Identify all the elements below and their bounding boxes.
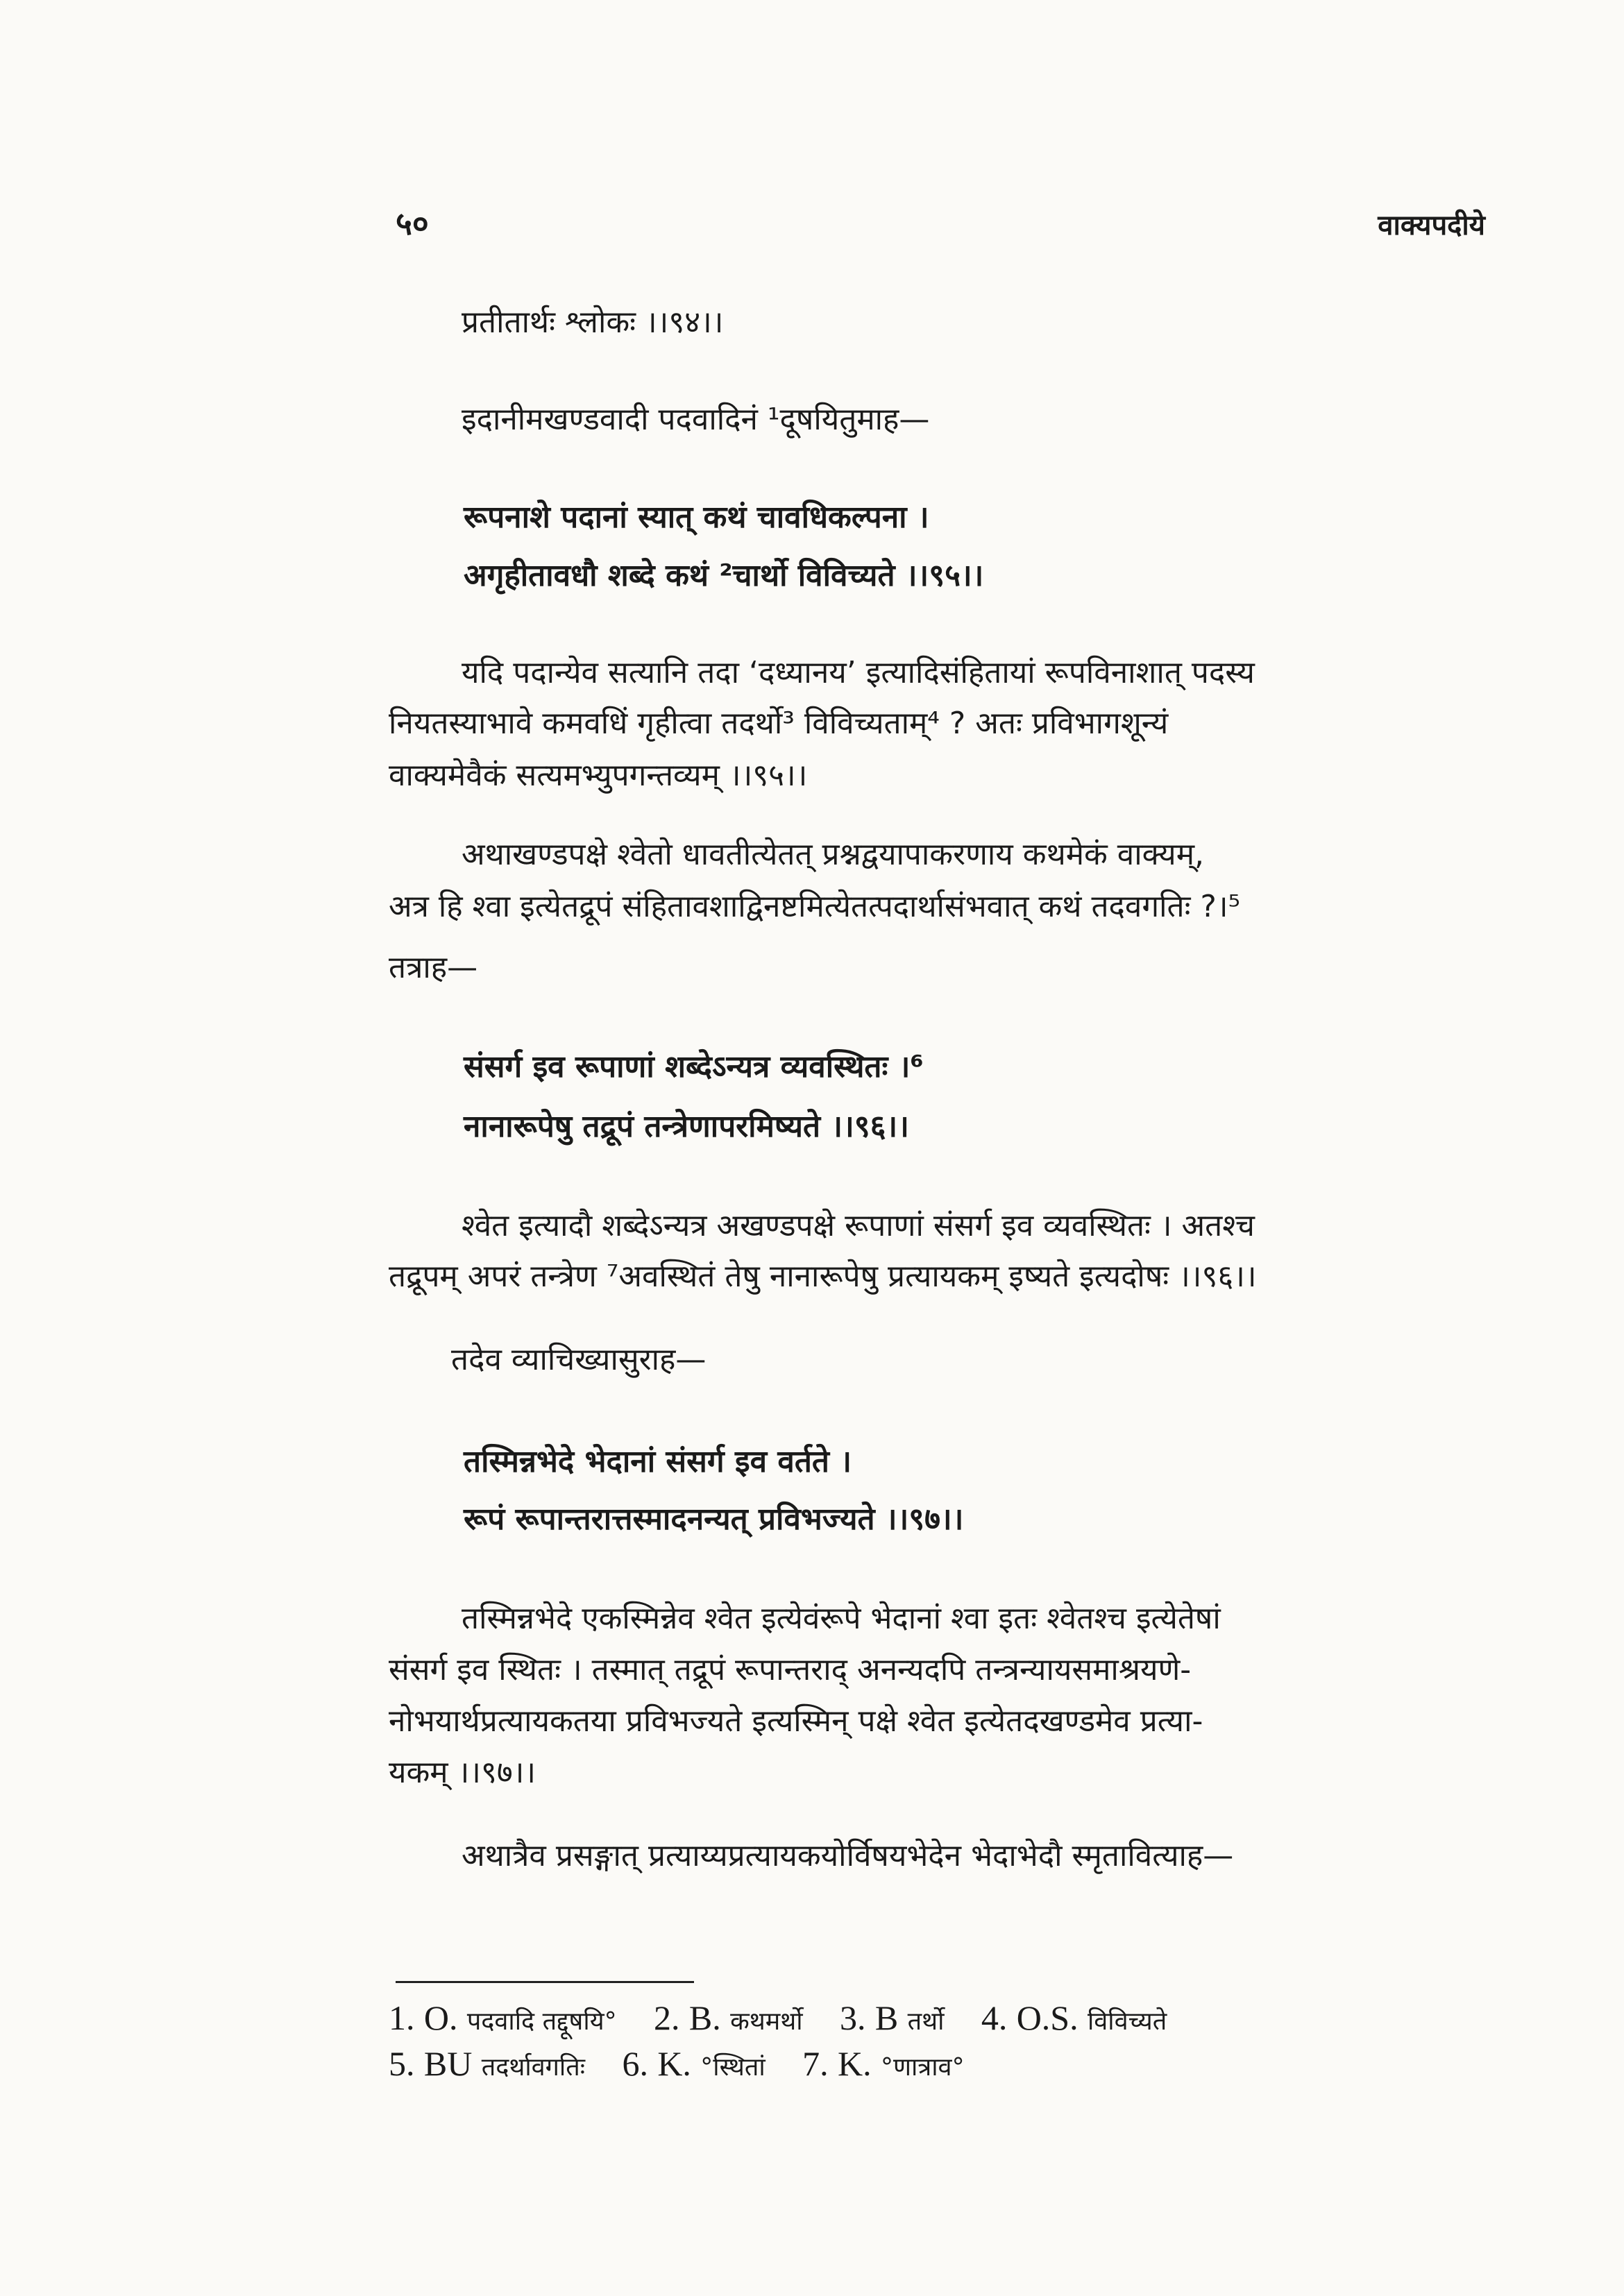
text-line: तद्रूपम् अपरं तन्त्रेण ⁷अवस्थितं तेषु नानारूपेषु प्रत्यायकम् इष्यते इत्यदोषः ।।९६।। bbox=[389, 1259, 1257, 1294]
text-line: यदि पदान्येव सत्यानि तदा ‘दध्यानय’ इत्यादिसंहितायां रूपविनाशात् पदस्य bbox=[462, 655, 1255, 690]
footnote-text: तदर्थावगतिः bbox=[481, 2053, 586, 2082]
footnote-rule bbox=[396, 1981, 694, 1983]
text-line: अथात्रैव प्रसङ्गात् प्रत्याय्यप्रत्यायकयोर्विषयभेदेन भेदाभेदौ स्मृतावित्याह— bbox=[462, 1838, 1234, 1873]
footnote-number: 2. bbox=[653, 1998, 680, 2037]
text-line: नियतस्याभावे कमवधिं गृहीत्वा तदर्थो³ विविच्यताम्⁴ ? अतः प्रविभागशून्यं bbox=[389, 706, 1169, 741]
footnote-number: 5. bbox=[389, 2044, 415, 2083]
footnote-text: °णात्राव° bbox=[881, 2053, 965, 2082]
text-line: संसर्ग इव स्थितः । तस्मात् तद्रूपं रूपान्तराद् अनन्यदपि तन्त्रन्यायसमाश्रयणे- bbox=[389, 1652, 1192, 1687]
footnote-number: 3. bbox=[839, 1998, 866, 2037]
footnote-text: कथमर्थो bbox=[730, 2007, 803, 2036]
footnote-number: 7. bbox=[802, 2044, 829, 2083]
verse-line: तस्मिन्नभेदे भेदानां संसर्ग इव वर्तते । bbox=[464, 1444, 852, 1479]
footnote-number: 6. bbox=[622, 2044, 648, 2083]
footnote-siglum: B bbox=[874, 1998, 899, 2037]
footnote-siglum: K. bbox=[838, 2044, 872, 2083]
verse-line: रूपं रूपान्तरात्तस्मादनन्यत् प्रविभज्यते ।।९७।। bbox=[464, 1502, 964, 1537]
footnote-line bbox=[389, 1998, 1167, 2041]
text-line: प्रतीतार्थः श्लोकः ।।९४।। bbox=[462, 305, 724, 340]
footnote-text: विविच्यते bbox=[1087, 2007, 1167, 2036]
verse-line: संसर्ग इव रूपाणां शब्देऽन्यत्र व्यवस्थितः ।⁶ bbox=[464, 1049, 924, 1085]
text-line: अत्र हि श्वा इत्येतद्रूपं संहितावशाद्विनष्टमित्येतत्पदार्थासंभवात् कथं तदवगतिः ?।⁵ bbox=[389, 889, 1241, 924]
text-line: तदेव व्याचिख्यासुराह— bbox=[451, 1342, 707, 1377]
text-line: अथाखण्डपक्षे श्वेतो धावतीत्येतत् प्रश्नद्वयापाकरणाय कथमेकं वाक्यम्, bbox=[462, 837, 1204, 872]
text-line: यकम् ।।९७।। bbox=[389, 1755, 536, 1790]
text-line: नोभयार्थप्रत्यायकतया प्रविभज्यते इत्यस्मिन् पक्षे श्वेत इत्येतदखण्डमेव प्रत्या- bbox=[389, 1703, 1203, 1739]
footnote-siglum: B. bbox=[688, 1998, 721, 2037]
text-line: तस्मिन्नभेदे एकस्मिन्नेव श्वेत इत्येवंरूपे भेदानां श्वा इतः श्वेतश्च इत्येतेषां bbox=[462, 1601, 1221, 1636]
text-line: श्वेत इत्यादौ शब्देऽन्यत्र अखण्डपक्षे रूपाणां संसर्ग इव व्यवस्थितः । अतश्च bbox=[462, 1208, 1255, 1243]
verse-line: नानारूपेषु तद्रूपं तन्त्रेणापरमिष्यते ।।९६।। bbox=[464, 1109, 909, 1144]
footnote-number: 1. bbox=[389, 1998, 415, 2037]
footnote-siglum: K. bbox=[657, 2044, 691, 2083]
footnote-text: पदवादि तद्दूषयि° bbox=[466, 2007, 617, 2036]
footnote-siglum: O. bbox=[423, 1998, 458, 2037]
text-line: इदानीमखण्डवादी पदवादिनं ¹दूषयितुमाह— bbox=[462, 402, 930, 437]
text-line: वाक्यमेवैकं सत्यमभ्युपगन्तव्यम् ।।९५।। bbox=[389, 758, 808, 793]
footnote-text: °स्थितां bbox=[700, 2053, 766, 2082]
footnote-line bbox=[389, 2044, 965, 2087]
footnote-number: 4. bbox=[981, 1998, 1008, 2037]
footnote-text: तर्थो bbox=[907, 2007, 945, 2036]
verse-line: रूपनाशे पदानां स्यात् कथं चावधिकल्पना । bbox=[464, 500, 929, 535]
footnote-siglum: BU bbox=[423, 2044, 473, 2083]
verse-line: अगृहीतावधौ शब्दे कथं ²चार्थो विविच्यते ।।९५।। bbox=[464, 558, 984, 593]
footnote-siglum: O.S. bbox=[1016, 1998, 1079, 2037]
running-title: वाक्यपदीये bbox=[1378, 210, 1485, 241]
text-line: तत्राह— bbox=[389, 950, 478, 985]
page-number: ५० bbox=[396, 205, 429, 242]
